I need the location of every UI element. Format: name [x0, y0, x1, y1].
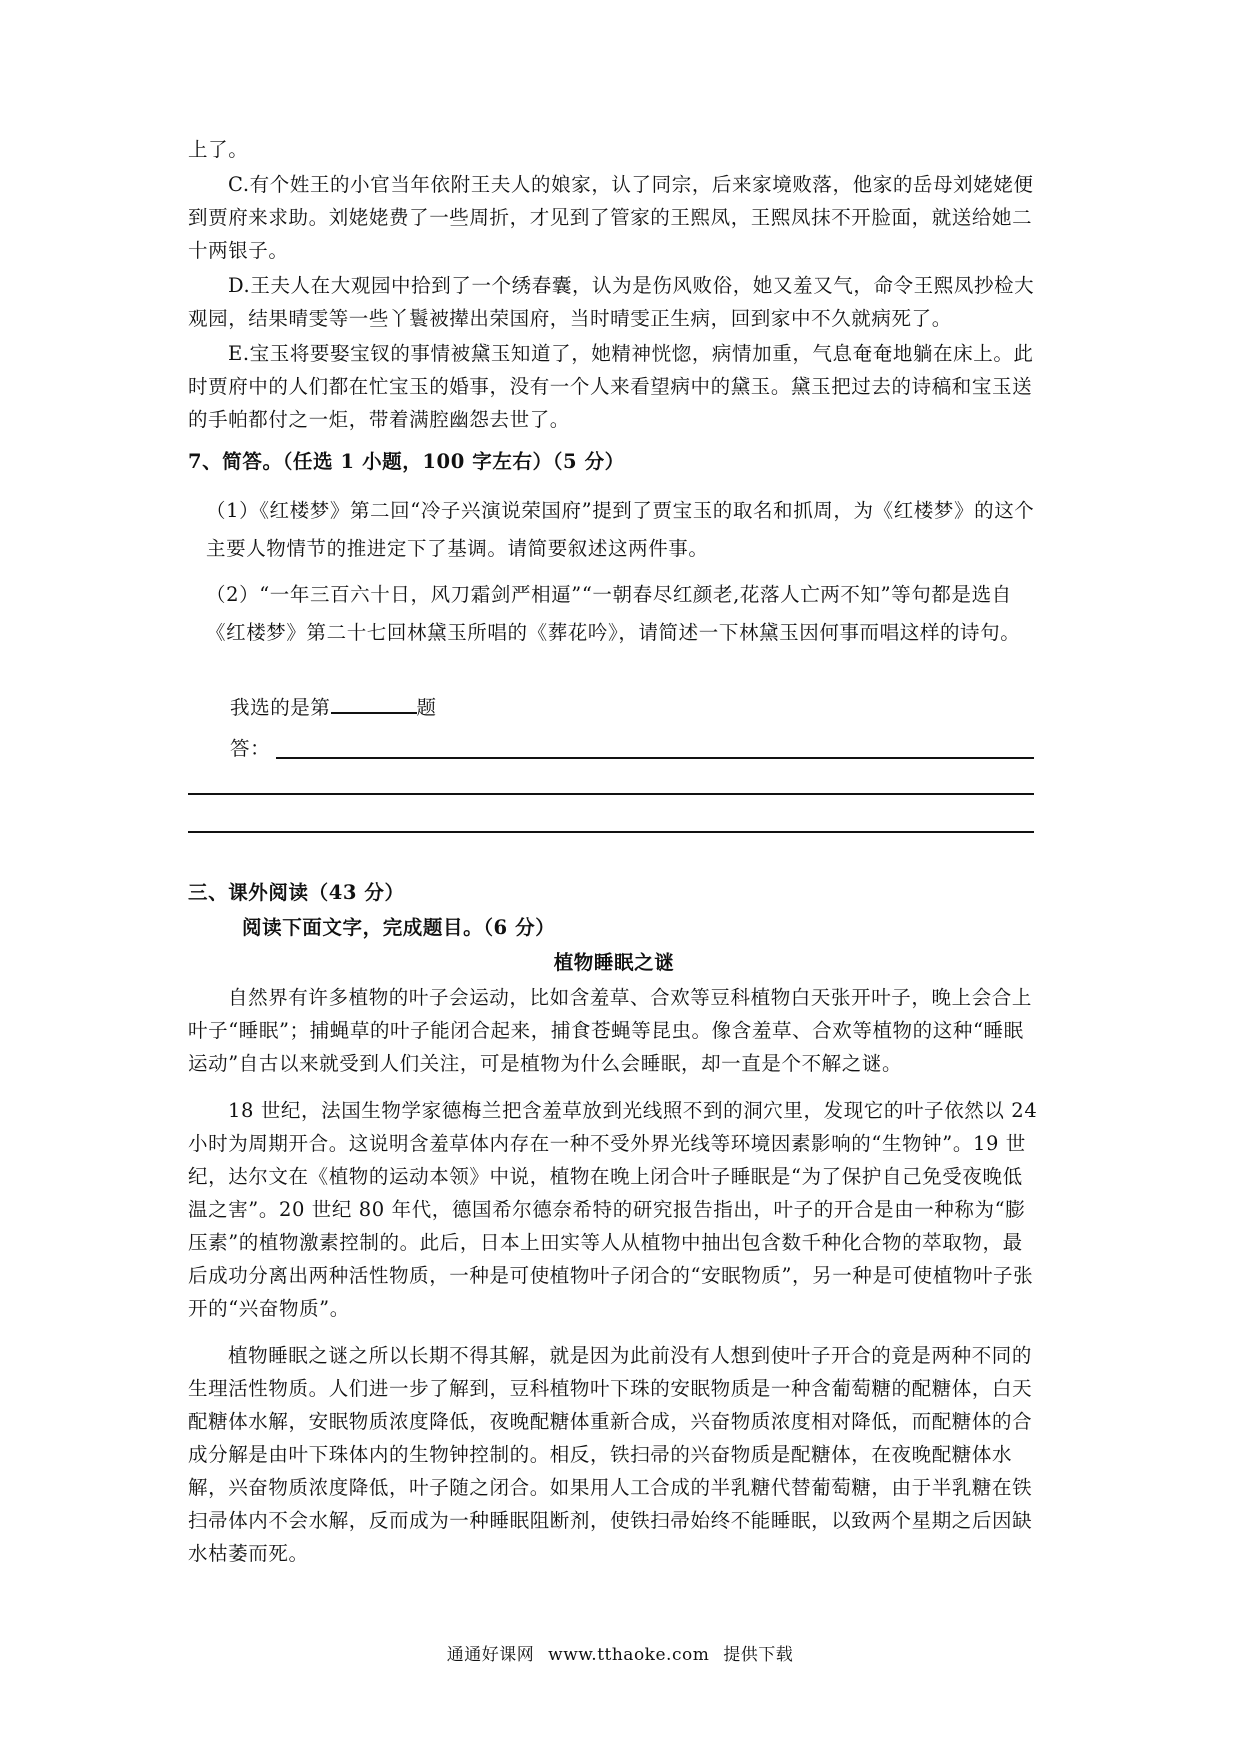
answer-line-2[interactable] — [188, 793, 1034, 795]
options-block — [188, 133, 1040, 436]
page-footer — [0, 1640, 1240, 1665]
choice-suffix: 题 — [416, 696, 437, 719]
question-7-item-1: （1）《红楼梦》第二回“冷子兴演说荣国府”提到了贾宝玉的取名和抓周，为《红楼梦》的这个主要人物情节的推进定下了基调。请简要叙述这两件事。 — [206, 499, 1035, 560]
answer-label-wrap — [230, 732, 290, 765]
section-3 — [188, 876, 1040, 1570]
article-paragraph-1: 自然界有许多植物的叶子会运动，比如含羞草、合欢等豆科植物白天张开叶子，晚上会合上叶子“睡眠”；捕蝇草的叶子能闭合起来，捕食苍蝇等昆虫。像含羞草、合欢等植物的这种“睡眠运动”自古以来就受到人们关注，可是植物为什么会睡眠，却一直是个不解之谜。 — [188, 986, 1033, 1075]
question-7 — [188, 445, 1040, 652]
reading-instruction: 阅读下面文字，完成题目。（6 分） — [242, 916, 556, 939]
footer-site-name: 通通好课网 — [446, 1645, 535, 1665]
answer-line-1[interactable] — [276, 757, 1034, 759]
article-paragraph-2: 18 世纪，法国生物学家德梅兰把含羞草放到光线照不到的洞穴里，发现它的叶子依然以 24 小时为周期开合。这说明含羞草体内存在一种不受外界光线等环境因素影响的“生物钟”。19 世纪，达尔文在《植物的运动本领》中说，植物在晚上闭合叶子睡眠是“为了保护自己免受夜晚低温之害”。20 世纪 80 年代，德国希尔德奈希特的研究报告指出，叶子的开合是由一种称为“膨压素”的植物激素控制的。此后，日本上田实等人从植物中抽出包含数千种化合物的萃取物，最后成功分离出两种活性物质，一种是可使植物叶子闭合的“安眠物质”，另一种是可使植物叶子张开的“兴奋物质”。 — [188, 1099, 1038, 1320]
option-c: C.有个姓王的小官当年依附王夫人的娘家，认了同宗，后来家境败落，他家的岳母刘姥姥便到贾府来求助。刘姥姥费了一些周折，才见到了管家的王熙凤，王熙凤抹不开脸面，就送给她二十两银子。 — [188, 173, 1034, 262]
answer-line-3[interactable] — [188, 831, 1034, 833]
article-paragraph-3: 植物睡眠之谜之所以长期不得其解，就是因为此前没有人想到使叶子开合的竟是两种不同的生理活性物质。人们进一步了解到，豆科植物叶下珠的安眠物质是一种含葡萄糖的配糖体，白天配糖体水解，安眠物质浓度降低，夜晚配糖体重新合成，兴奋物质浓度相对降低，而配糖体的合成分解是由叶下珠体内的生物钟控制的。相反，铁扫帚的兴奋物质是配糖体，在夜晚配糖体水解，兴奋物质浓度降低，叶子随之闭合。如果用人工合成的半乳糖代替葡萄糖，由于半乳糖在铁扫帚体内不会水解，反而成为一种睡眠阻断剂，使铁扫帚始终不能睡眠，以致两个星期之后因缺水枯萎而死。 — [188, 1344, 1033, 1565]
choice-prefix: 我选的是第 — [230, 696, 331, 719]
continuation-text: 上了。 — [188, 138, 249, 161]
choice-blank[interactable] — [331, 690, 417, 714]
article-title: 植物睡眠之谜 — [553, 951, 675, 974]
footer-note: 提供下载 — [723, 1645, 794, 1665]
answer-label: 答： — [230, 737, 271, 760]
choice-line — [230, 690, 530, 724]
section-3-heading: 三、课外阅读（43 分） — [188, 881, 405, 904]
question-7-heading: 7、简答。（任选 1 小题，100 字左右）（5 分） — [188, 450, 625, 473]
question-7-item-2: （2）“一年三百六十日，风刀霜剑严相逼”“一朝春尽红颜老,花落人亡两不知”等句都是选自《红楼梦》第二十七回林黛玉所唱的《葬花吟》，请简述一下林黛玉因何事而唱这样的诗句。 — [206, 583, 1021, 644]
footer-site-url[interactable]: www.tthaoke.com — [548, 1645, 710, 1665]
option-e: E.宝玉将要娶宝钗的事情被黛玉知道了，她精神恍惚，病情加重，气息奄奄地躺在床上。此时贾府中的人们都在忙宝玉的婚事，没有一个人来看望病中的黛玉。黛玉把过去的诗稿和宝玉送的手帕都付之一炬，带着满腔幽怨去世了。 — [188, 342, 1034, 431]
option-d: D.王夫人在大观园中拾到了一个绣春囊，认为是伤风败俗，她又羞又气，命令王熙凤抄检大观园，结果晴雯等一些丫鬟被撵出荣国府，当时晴雯正生病，回到家中不久就病死了。 — [188, 274, 1035, 330]
